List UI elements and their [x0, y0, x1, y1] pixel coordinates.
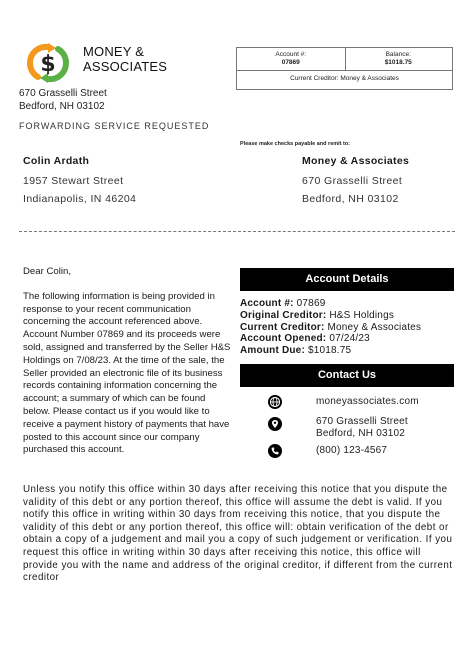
- detail-value: H&S Holdings: [329, 309, 395, 321]
- account-summary-box: [236, 47, 453, 90]
- company-name-line1: MONEY &: [83, 44, 145, 59]
- detail-label: Account Opened:: [240, 333, 327, 345]
- detail-label: Current Creditor:: [240, 321, 325, 333]
- forwarding-note: FORWARDING SERVICE REQUESTED: [19, 121, 210, 131]
- detail-account-opened: [240, 333, 421, 345]
- contact-header: Contact Us: [240, 364, 454, 387]
- balance-value: $1018.75: [384, 59, 412, 66]
- account-number-label: Account #:: [275, 51, 307, 58]
- contact-address: [316, 416, 408, 440]
- svg-text:$: $: [40, 52, 56, 77]
- contact-street: 670 Grasselli Street: [316, 416, 408, 427]
- sender-address: [19, 87, 107, 113]
- balance-cell: [345, 51, 453, 67]
- letter-body: [23, 266, 233, 469]
- account-number-value: 07869: [281, 59, 300, 66]
- dollar-arrows-icon: [18, 43, 78, 83]
- tear-line: [19, 231, 455, 232]
- detail-value: $1018.75: [307, 345, 352, 357]
- recipient-city: Indianapolis, IN 46204: [23, 193, 137, 205]
- sender-city: Bedford, NH 03102: [19, 101, 105, 112]
- globe-icon: [268, 395, 282, 409]
- letter-greeting: Dear Colin,: [23, 266, 71, 277]
- detail-amount-due: [240, 345, 421, 357]
- phone-number[interactable]: (800) 123-4567: [316, 445, 388, 456]
- detail-value: 07/24/23: [329, 333, 370, 345]
- detail-original-creditor: [240, 310, 421, 322]
- phone-icon: [268, 444, 282, 458]
- sender-street: 670 Grasselli Street: [19, 88, 107, 99]
- recipient-street: 1957 Stewart Street: [23, 175, 124, 187]
- remit-city: Bedford, NH 03102: [302, 193, 399, 205]
- account-details-header: Account Details: [240, 268, 454, 291]
- letter-paragraph: The following information is being provided in response to your recent communication concerning the account referenced above. Account Number 07869 and its proceeds were sold, assigned and transferred by the Seller H&S Holdings on 7/08/23. At the time of the sale, the Seller provided an electronic file of its business records containing information concerning the account; a summary of which can be found below. Please contact us if you would like to receive a payment history of payments that have posted to this account since our company purchased this account.: [23, 290, 231, 456]
- detail-label: Account #:: [240, 298, 294, 309]
- website-link[interactable]: moneyassociates.com: [316, 396, 419, 407]
- account-number-cell: [237, 51, 345, 67]
- detail-label: Amount Due:: [240, 345, 305, 357]
- remit-name: Money & Associates: [302, 155, 410, 167]
- current-creditor-line: Current Creditor: Money & Associates: [290, 75, 399, 82]
- detail-label: Original Creditor:: [240, 309, 327, 321]
- detail-account: [240, 298, 421, 310]
- recipient-name: Colin Ardath: [23, 155, 90, 167]
- company-name: [83, 44, 167, 74]
- remit-street: 670 Grasselli Street: [302, 175, 403, 187]
- balance-label: Balance:: [385, 51, 411, 58]
- payable-note: Please make checks payable and remit to:: [240, 141, 351, 147]
- validation-notice: Unless you notify this office within 30 days after receiving this notice that you dispute the validity of this debt or any portion thereof, this office will assume the debt is valid. If you notify this office in writing within 30 days from receiving this notice, that you dispute the validity of this debt or any portion thereof, this office will: obtain verification of the debt or obtain a copy of a judgement and mail you a copy of such judgement or verification. If you request this office in writing within 30 days after receiving this notice, this office will provide you with the name and address of the original creditor, if different from the current creditor: [23, 484, 453, 584]
- detail-value: Money & Associates: [327, 321, 422, 333]
- detail-current-creditor: [240, 322, 421, 334]
- account-details-list: [240, 298, 421, 357]
- detail-value: 07869: [296, 298, 326, 309]
- map-pin-icon: [268, 417, 282, 431]
- company-name-line2: ASSOCIATES: [83, 59, 168, 74]
- contact-city: Bedford, NH 03102: [316, 428, 406, 439]
